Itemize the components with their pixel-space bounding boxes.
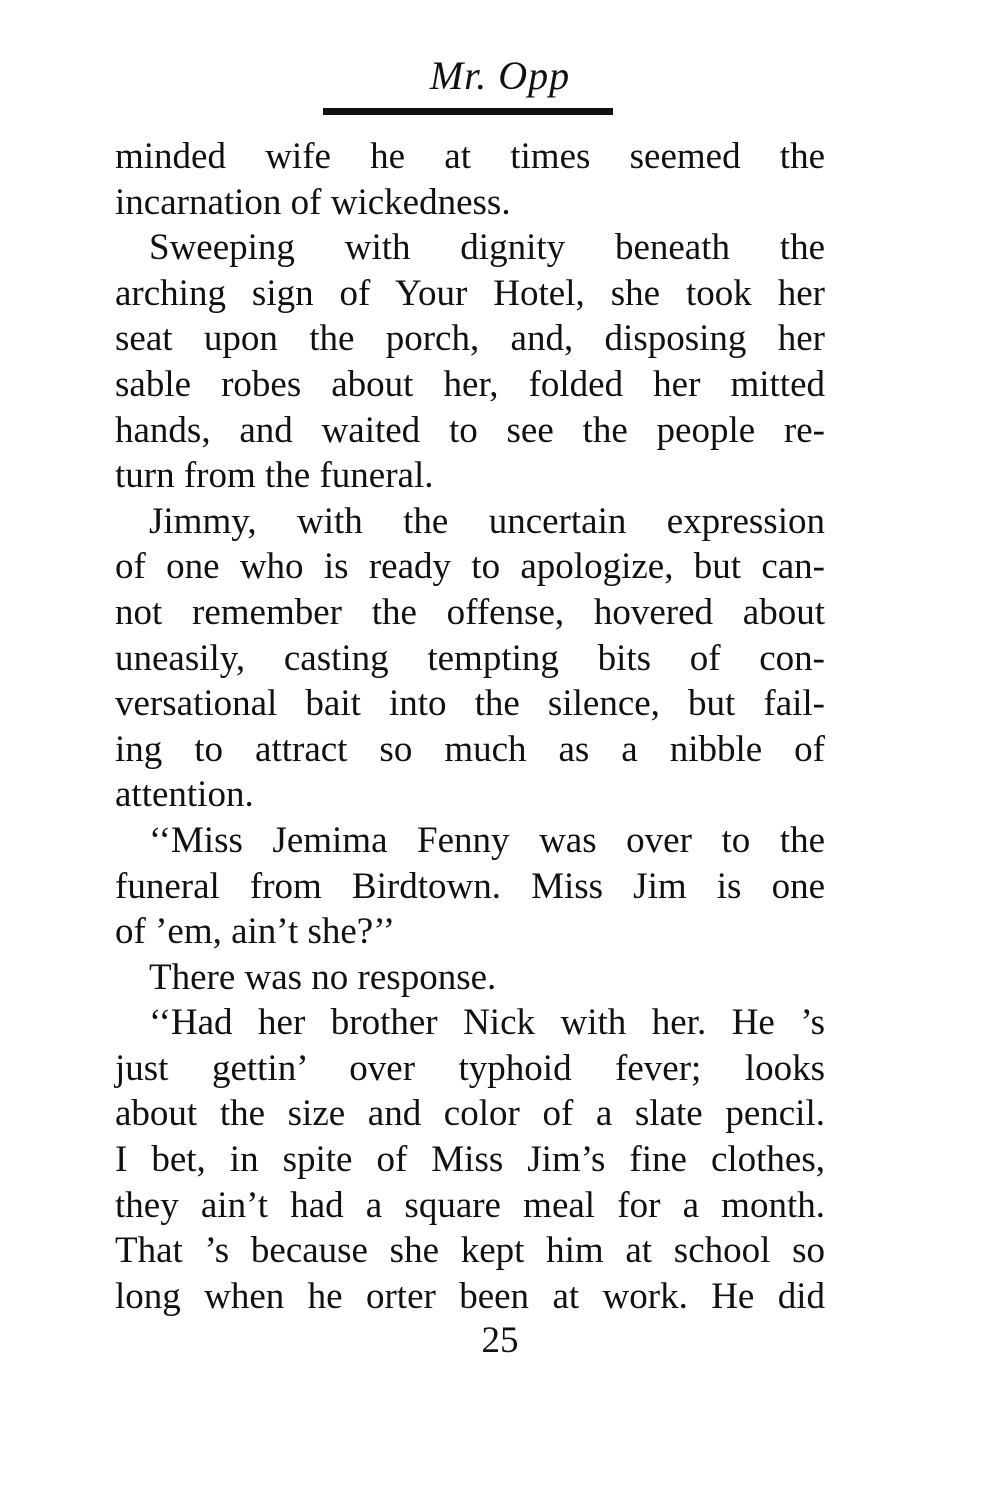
text-line: not remember the offense, hovered about (115, 591, 825, 633)
text-line: long when he orter been at work. He did (115, 1275, 825, 1317)
text-line: I bet, in spite of Miss Jim’s fine clothes, (115, 1139, 825, 1181)
text-line: they ain’t had a square meal for a month. (115, 1184, 825, 1226)
text-line: arching sign of Your Hotel, she took her (115, 272, 825, 314)
text-line: of ’em, ain’t she?’’ (115, 911, 396, 953)
text-line: funeral from Birdtown. Miss Jim is one (115, 865, 825, 907)
text-line: There was no response. (149, 956, 497, 998)
body-text (115, 134, 825, 1319)
paragraph (115, 1000, 825, 1319)
text-line: That ’s because she kept him at school so (115, 1230, 825, 1272)
text-line: ‘‘Miss Jemima Fenny was over to the (149, 819, 825, 861)
text-line: versational bait into the silence, but fail- (115, 683, 825, 725)
paragraph (115, 818, 825, 955)
header-rule (323, 108, 613, 115)
text-line: incarnation of wickedness. (115, 181, 511, 223)
text-line: seat upon the porch, and, disposing her (115, 318, 825, 360)
text-line: about the size and color of a slate pencil. (115, 1093, 825, 1135)
text-line: ing to attract so much as a nibble of (115, 728, 825, 770)
text-line: sable robes about her, folded her mitted (115, 363, 825, 405)
paragraph (115, 499, 825, 818)
text-line: uneasily, casting tempting bits of con- (115, 637, 825, 679)
page-number: 25 (481, 1320, 519, 1361)
text-line: Sweeping with dignity beneath the (149, 227, 825, 269)
text-line: attention. (115, 774, 254, 816)
text-line: of one who is ready to apologize, but can- (115, 546, 825, 588)
text-line: hands, and waited to see the people re- (115, 409, 825, 451)
text-line: turn from the funeral. (115, 455, 434, 497)
paragraph (115, 955, 825, 1001)
text-line: Jimmy, with the uncertain expression (149, 500, 825, 542)
paragraph (115, 134, 825, 225)
paragraph (115, 225, 825, 499)
running-head: Mr. Opp (429, 53, 571, 98)
text-line: minded wife he at times seemed the (115, 136, 825, 177)
text-line: just gettin’ over typhoid fever; looks (115, 1047, 825, 1089)
text-line: ‘‘Had her brother Nick with her. He ’s (149, 1002, 825, 1044)
